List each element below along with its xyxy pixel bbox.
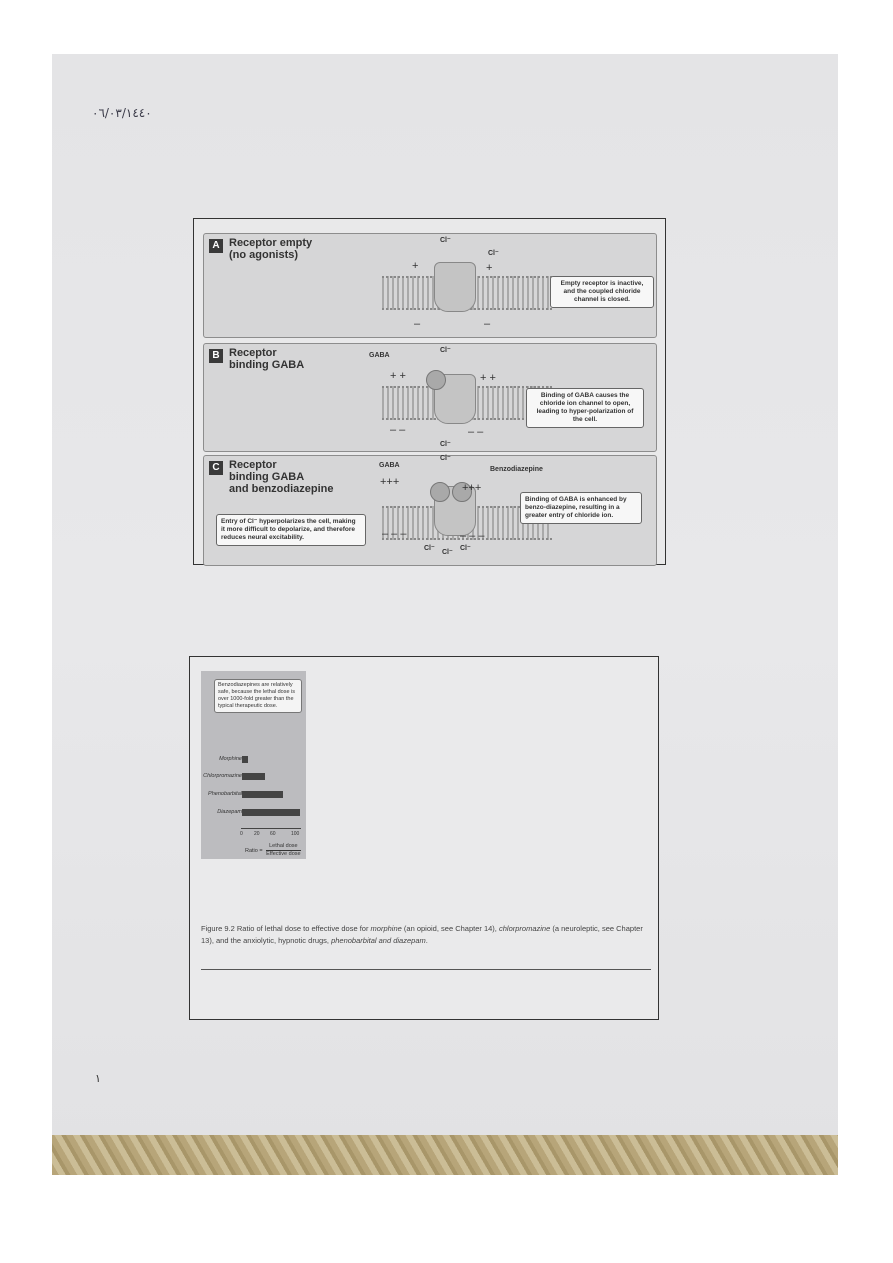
chloride-ion-label: Cl⁻ xyxy=(460,545,471,552)
gaba-label: GABA xyxy=(379,462,400,469)
chloride-ion-label: Cl⁻ xyxy=(424,545,435,552)
chloride-ion-label: Cl⁻ xyxy=(440,441,451,448)
plus-sign: + xyxy=(412,260,419,272)
tick-label: 0 xyxy=(240,831,243,837)
bar-chlorpromazine xyxy=(242,773,265,780)
caption-drug: phenobarbital and diazepam xyxy=(331,936,426,945)
chloride-ion-label: Cl⁻ xyxy=(442,549,453,556)
caption-text: Figure 9.2 Ratio of lethal dose to effective dose for xyxy=(201,924,371,933)
minus-sign: – xyxy=(484,318,491,330)
minus-signs: – – xyxy=(390,424,406,436)
ratio-denominator: Effective dose xyxy=(266,851,301,857)
plus-sign: + xyxy=(486,262,493,274)
x-axis xyxy=(241,828,301,829)
minus-signs: – – – xyxy=(460,530,485,542)
minus-sign: – xyxy=(414,318,421,330)
ratio-numerator: Lethal dose xyxy=(266,843,300,851)
gaba-receptor-figure xyxy=(193,218,666,565)
chart-annotation: Benzodiazepines are relatively safe, because the lethal dose is over 1000-fold greater than the typical therapeutic dose. xyxy=(214,679,302,713)
panel-a-badge: A xyxy=(209,239,223,253)
chloride-ion-label: Cl⁻ xyxy=(440,455,451,462)
category-label: Diazepam xyxy=(217,809,242,815)
panel-b-badge: B xyxy=(209,349,223,363)
page-number: ١ xyxy=(95,1072,101,1085)
caption-drug: chlorpromazine xyxy=(498,924,551,933)
category-label: Chlorpromazine xyxy=(203,773,242,779)
panel-a-title: Receptor empty (no agonists) xyxy=(229,237,313,261)
table-surface xyxy=(52,1135,838,1175)
minus-signs: – – xyxy=(468,426,484,438)
panel-c xyxy=(203,455,657,566)
gaba-receptor xyxy=(434,262,476,312)
caption-drug: morphine xyxy=(370,924,402,933)
plus-signs: + + xyxy=(480,372,496,384)
panel-c-title: Receptor binding GABA and benzodiazepine xyxy=(229,459,334,495)
minus-signs: – – – xyxy=(382,528,407,540)
x-axis-label xyxy=(245,843,301,858)
divider xyxy=(201,969,651,970)
bar-diazepam xyxy=(242,809,300,816)
plus-signs: +++ xyxy=(380,476,400,488)
caption-text: . xyxy=(425,936,428,945)
category-label: Phenobarbital xyxy=(208,791,242,797)
panel-b-title: Receptor binding GABA xyxy=(229,347,305,371)
chloride-ion-label: Cl⁻ xyxy=(440,347,451,354)
tick-label: 20 xyxy=(254,831,260,837)
plus-signs: + + xyxy=(390,370,406,382)
ratio-fraction xyxy=(266,843,300,858)
category-label: Morphine xyxy=(219,756,242,762)
bar-morphine xyxy=(242,756,248,763)
bar-phenobarbital xyxy=(242,791,283,798)
panel-a xyxy=(203,233,657,338)
panel-c-callout-left: Entry of Cl⁻ hyperpolarizes the cell, making it more difficult to depolarize, and therefore reduces neural excitability. xyxy=(216,514,366,546)
therapeutic-index-chart xyxy=(201,671,306,859)
tick-label: 60 xyxy=(270,831,276,837)
handwritten-date: ٠٦/٠٣/١٤٤٠ xyxy=(92,106,152,120)
gaba-molecule xyxy=(426,370,446,390)
chloride-ion-label: Cl⁻ xyxy=(440,237,451,244)
gaba-molecule xyxy=(430,482,450,502)
panel-c-badge: C xyxy=(209,461,223,475)
plus-signs: +++ xyxy=(462,482,482,494)
panel-c-callout-right: Binding of GABA is enhanced by benzo-diazepine, resulting in a greater entry of chloride ion. xyxy=(520,492,642,524)
benzodiazepine-label: Benzodiazepine xyxy=(490,466,543,473)
panel-b xyxy=(203,343,657,452)
panel-a-callout: Empty receptor is inactive, and the coupled chloride channel is closed. xyxy=(550,276,654,308)
figure-caption xyxy=(201,923,651,947)
caption-text: (an opioid, see Chapter 14), xyxy=(401,924,499,933)
chloride-ion-label: Cl⁻ xyxy=(488,250,499,257)
figure-9-2 xyxy=(189,656,659,1020)
ratio-prefix: Ratio = xyxy=(245,847,263,854)
panel-b-callout: Binding of GABA causes the chloride ion channel to open, leading to hyper-polarization of the cell. xyxy=(526,388,644,428)
gaba-label: GABA xyxy=(369,352,390,359)
tick-label: 100 xyxy=(291,831,300,837)
caption-text: (a neuroleptic, see Chapter 13), and the anxiolytic, hypnotic drugs, xyxy=(201,924,643,945)
